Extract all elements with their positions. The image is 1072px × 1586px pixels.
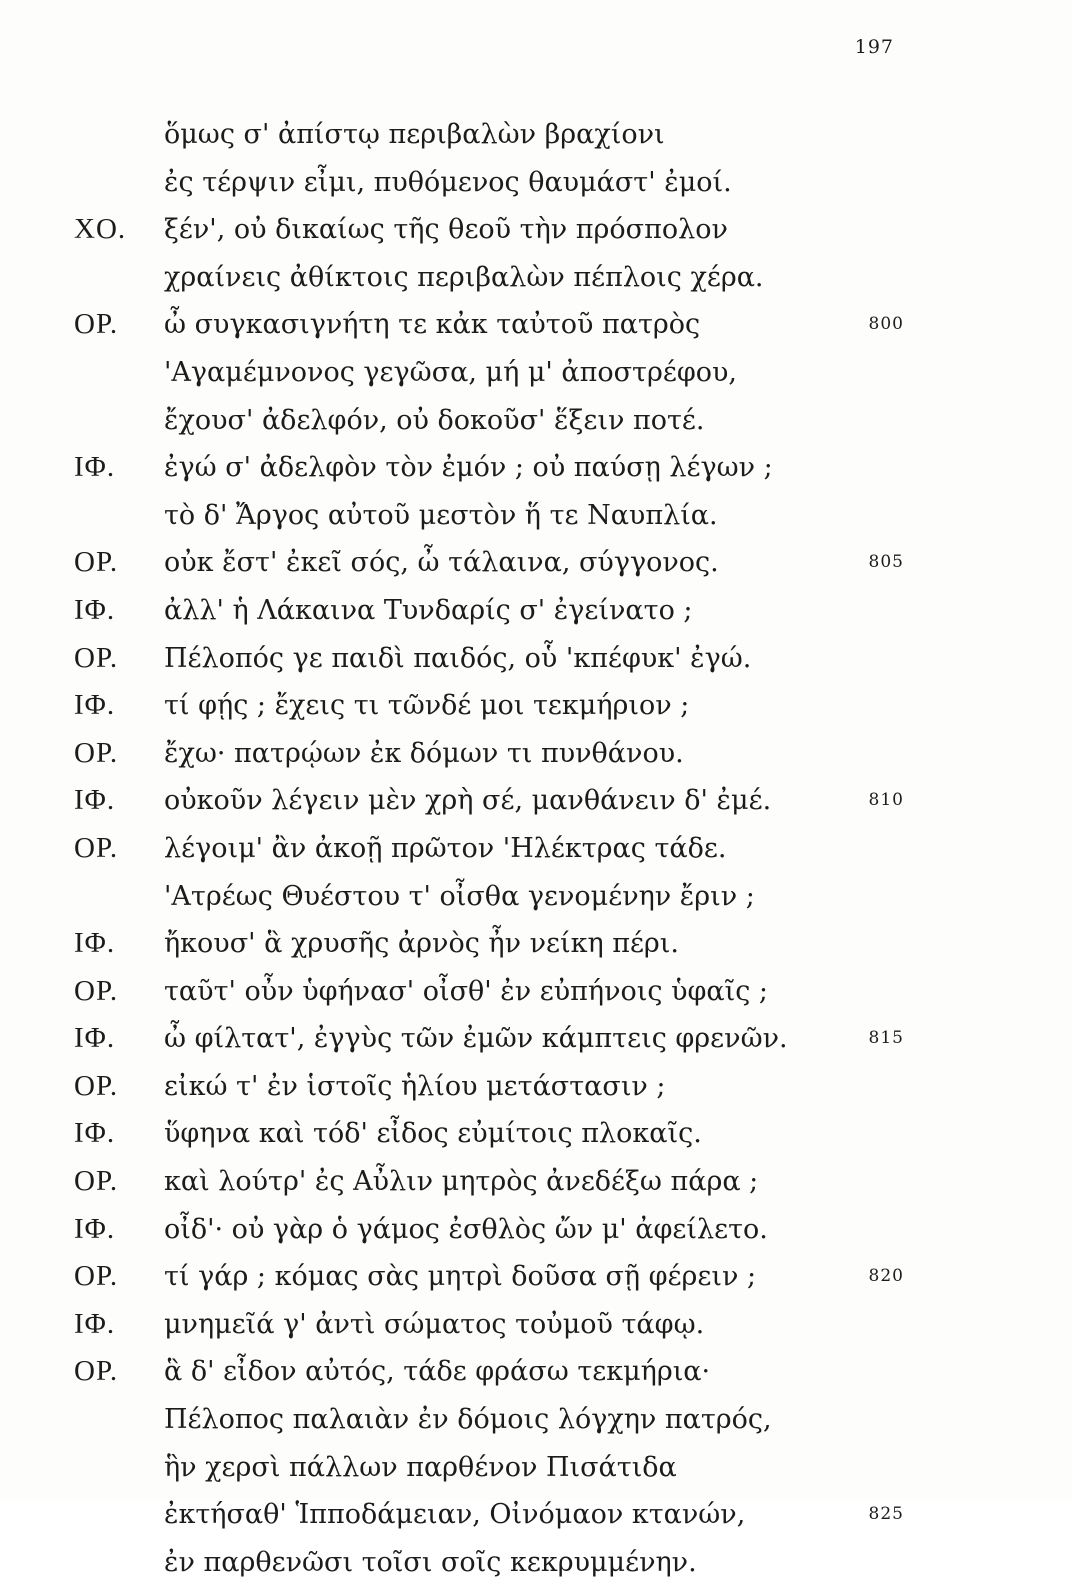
verse-line xyxy=(0,444,1072,492)
verse-line xyxy=(0,1396,1072,1444)
verse-line xyxy=(0,1110,1072,1158)
verse-text: οἶδ'· οὐ γὰρ ὁ γάμος ἐσθλὸς ὤν μ' ἀφείλετο. xyxy=(164,1213,768,1245)
verse-line xyxy=(0,873,1072,921)
verse-line xyxy=(0,1301,1072,1349)
verse-line xyxy=(0,1158,1072,1206)
verse-text: ἃ δ' εἶδον αὐτός, τάδε φράσω τεκμήρια· xyxy=(164,1356,711,1388)
verse-text: Πέλοπος παλαιὰν ἐν δόμοις λόγχην πατρός, xyxy=(164,1404,772,1436)
verse-text: οὐκοῦν λέγειν μὲν χρὴ σέ, μανθάνειν δ' ἐμέ. xyxy=(164,785,772,817)
verse-line xyxy=(0,825,1072,873)
speaker-label: ΟΡ. xyxy=(74,308,119,341)
speaker-label: ΙΦ. xyxy=(74,451,116,484)
speaker-label: ΟΡ. xyxy=(74,1069,119,1102)
verse-text: ἤκουσ' ἃ χρυσῆς ἀρνὸς ἦν νείκη πέρι. xyxy=(164,928,679,960)
verse-line xyxy=(0,682,1072,730)
line-number: 805 xyxy=(868,552,904,573)
verse-line xyxy=(0,349,1072,397)
verse-line xyxy=(0,492,1072,540)
verse-text: ἔχω· πατρῴων ἐκ δόμων τι πυνθάνου. xyxy=(164,737,684,769)
verse-text: ἐν παρθενῶσι τοῖσι σοῖς κεκρυμμένην. xyxy=(164,1546,697,1578)
speaker-label: ΧΟ. xyxy=(74,213,127,246)
verse-line xyxy=(0,206,1072,254)
verse-line xyxy=(0,1348,1072,1396)
verse-text: μνημεῖά γ' ἀντὶ σώματος τοὐμοῦ τάφῳ. xyxy=(164,1308,705,1340)
speaker-label: ΙΦ. xyxy=(74,1022,116,1055)
verse-text: Πέλοπός γε παιδὶ παιδός, οὗ 'κπέφυκ' ἐγώ. xyxy=(164,642,752,674)
verse-block xyxy=(0,111,1072,1586)
speaker-label: ΟΡ. xyxy=(74,1355,119,1388)
verse-line xyxy=(0,730,1072,778)
verse-text: 'Ατρέως Θυέστου τ' οἶσθα γενομένην ἔριν ; xyxy=(164,880,755,912)
verse-line xyxy=(0,968,1072,1016)
page-number: 197 xyxy=(854,36,894,58)
verse-text: λέγοιμ' ἂν ἀκοῇ πρῶτον 'Ηλέκτρας τάδε. xyxy=(164,832,727,864)
line-number: 820 xyxy=(868,1266,904,1287)
verse-text: ὅμως σ' ἀπίστῳ περιβαλὼν βραχίονι xyxy=(164,119,665,150)
verse-text: ξέν', οὐ δικαίως τῆς θεοῦ τὴν πρόσπολον xyxy=(164,214,728,246)
verse-line xyxy=(0,301,1072,349)
speaker-label: ΟΡ. xyxy=(74,974,119,1007)
verse-text: ἀλλ' ἡ Λάκαινα Τυνδαρίς σ' ἐγείνατο ; xyxy=(164,594,693,626)
speaker-label: ΟΡ. xyxy=(74,546,119,579)
verse-text: ἐγώ σ' ἀδελφὸν τὸν ἐμόν ; οὐ παύσῃ λέγων ; xyxy=(164,452,773,484)
verse-line xyxy=(0,159,1072,207)
speaker-label: ΙΦ. xyxy=(74,689,116,722)
verse-line xyxy=(0,920,1072,968)
verse-line xyxy=(0,635,1072,683)
verse-text: ἔχουσ' ἀδελφόν, οὐ δοκοῦσ' ἕξειν ποτέ. xyxy=(164,404,705,436)
speaker-label: ΟΡ. xyxy=(74,736,119,769)
verse-line xyxy=(0,1444,1072,1492)
verse-line xyxy=(0,587,1072,635)
speaker-label: ΙΦ. xyxy=(74,784,116,817)
verse-text: καὶ λούτρ' ἐς Αὖλιν μητρὸς ἀνεδέξω πάρα ; xyxy=(164,1166,759,1198)
verse-line xyxy=(0,397,1072,445)
verse-line xyxy=(0,254,1072,302)
speaker-label: ΙΦ. xyxy=(74,1212,116,1245)
verse-text: ὕφηνα καὶ τόδ' εἶδος εὐμίτοις πλοκαῖς. xyxy=(164,1118,702,1150)
verse-line xyxy=(0,111,1072,159)
verse-text: ταῦτ' οὖν ὑφήνασ' οἶσθ' ἐν εὐπήνοις ὑφαῖς ; xyxy=(164,975,769,1007)
verse-text: τὸ δ' Ἄργος αὐτοῦ μεστὸν ἥ τε Ναυπλία. xyxy=(164,499,718,531)
verse-line xyxy=(0,777,1072,825)
verse-text: τί γάρ ; κόμας σὰς μητρὶ δοῦσα σῇ φέρειν ; xyxy=(164,1261,757,1293)
verse-line xyxy=(0,1253,1072,1301)
verse-line xyxy=(0,1015,1072,1063)
verse-text: ἐς τέρψιν εἶμι, πυθόμενος θαυμάστ' ἐμοί. xyxy=(164,166,732,198)
verse-line xyxy=(0,1206,1072,1254)
speaker-label: ΟΡ. xyxy=(74,641,119,674)
verse-line xyxy=(0,1491,1072,1539)
line-number: 815 xyxy=(868,1028,904,1049)
speaker-label: ΙΦ. xyxy=(74,593,116,626)
verse-line xyxy=(0,1539,1072,1586)
verse-line xyxy=(0,1063,1072,1111)
speaker-label: ΙΦ. xyxy=(74,1307,116,1340)
verse-text: 'Αγαμέμνονος γεγῶσα, μή μ' ἀποστρέφου, xyxy=(164,356,737,388)
speaker-label: ΟΡ. xyxy=(74,1260,119,1293)
verse-text: ἣν χερσὶ πάλλων παρθένον Πισάτιδα xyxy=(164,1451,677,1483)
line-number: 800 xyxy=(868,314,904,335)
verse-line xyxy=(0,539,1072,587)
verse-text: οὐκ ἔστ' ἐκεῖ σός, ὦ τάλαινα, σύγγονος. xyxy=(164,547,719,579)
speaker-label: ΟΡ. xyxy=(74,831,119,864)
verse-text: ἐκτήσαθ' Ἱπποδάμειαν, Οἰνόμαον κτανών, xyxy=(164,1499,746,1531)
line-number: 810 xyxy=(868,790,904,811)
speaker-label: ΙΦ. xyxy=(74,927,116,960)
verse-text: τί φῄς ; ἔχεις τι τῶνδέ μοι τεκμήριον ; xyxy=(164,690,690,722)
verse-text: χραίνεις ἀθίκτοις περιβαλὼν πέπλοις χέρα. xyxy=(164,261,764,293)
verse-text: ὦ συγκασιγνήτη τε κἀκ ταὐτοῦ πατρὸς xyxy=(164,309,701,341)
speaker-label: ΟΡ. xyxy=(74,1165,119,1198)
verse-text: ὦ φίλτατ', ἐγγὺς τῶν ἐμῶν κάμπτεις φρενῶν. xyxy=(164,1023,788,1055)
line-number: 825 xyxy=(868,1504,904,1525)
verse-text: εἰκώ τ' ἐν ἱστοῖς ἡλίου μετάστασιν ; xyxy=(164,1070,666,1102)
speaker-label: ΙΦ. xyxy=(74,1117,116,1150)
